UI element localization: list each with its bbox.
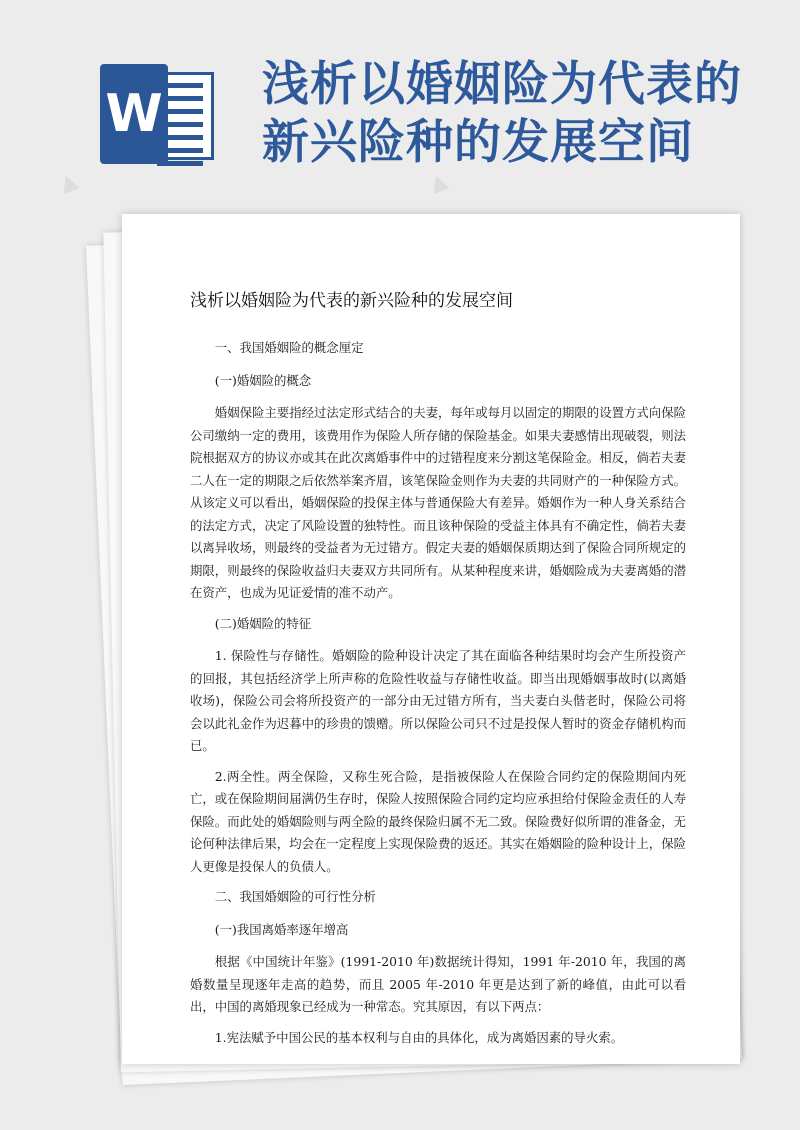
- body-paragraph: 2.两全性。两全保险，又称生死合险，是指被保险人在保险合同约定的保险期间内死亡，或在保险期间届满仍生存时，保险人按照保险合同约定均应承担给付保险金责任的人寿保险。而此处的婚姻险则与两全险的最终保险归属不无二致。保险费好似所谓的准备金，无论何种法律后果，均会在一定程度上实现保险费的返还。其实在婚姻险的险种设计上，保险人更像是投保人的负债人。: [190, 768, 686, 874]
- document-page: [122, 214, 740, 1064]
- word-logo-letter: W: [100, 64, 168, 164]
- section-heading: (一)我国离婚率逐年增高: [214, 921, 349, 937]
- section-heading: (二)婚姻险的特征: [214, 615, 312, 631]
- document-body: [190, 337, 686, 1049]
- section-heading: 二、我国婚姻险的可行性分析: [214, 889, 376, 904]
- body-paragraph: 婚姻保险主要指经过法定形式结合的夫妻，每年或每月以固定的期限的设置方式向保险公司缴纳一定的费用，该费用作为保险人所存储的保险基金。如果夫妻感情出现破裂，则法院根据双方的协议亦或其在此次离婚事件中的过错程度来分割这笔保险金。相反，倘若夫妻二人在一定的期限之后依然举案齐眉，该笔保险金则作为夫妻的共同财产的一种保险方式。从该定义可以看出，婚姻保险的投保主体与普通保险大有差异。婚姻作为一种人身关系结合的法定方式，决定了风险设置的独特性。而且该种保险的受益主体具有不确定性，倘若夫妻以离异收场，则最终的受益者为无过错方。假定夫妻的婚姻保质期达到了保险合同所规定的期限，则最终的保险收益归夫妻双方共同所有。从某种程度来讲，婚姻险成为夫妻离婚的潜在资产，也成为见证爱情的准不动产。: [190, 405, 686, 600]
- document-title: 浅析以婚姻险为代表的新兴险种的发展空间: [190, 291, 513, 311]
- body-paragraph: 1.宪法赋予中国公民的基本权利与自由的具体化，成为离婚因素的导火索。: [214, 1029, 624, 1045]
- watermark: ▲: [426, 167, 451, 198]
- word-doc-icon: [100, 64, 220, 164]
- section-heading: (一)婚姻险的概念: [214, 372, 312, 388]
- banner-title: 浅析以婚姻险为代表的新兴险种的发展空间: [262, 57, 742, 170]
- body-paragraph: 根据《中国统计年鉴》(1991-2010 年)数据统计得知，1991 年-2010 年，我国的离婚数量呈现逐年走高的趋势，而且 2005 年-2010 年更是达到了新的峰值，由此可以看出，中国的离婚现象已经成为一种常态。究其原因，有以下两点：: [190, 954, 686, 1014]
- section-heading: 一、我国婚姻险的概念厘定: [214, 340, 364, 355]
- watermark: ▲: [56, 167, 81, 198]
- body-paragraph: 1. 保险性与存储性。婚姻险的险种设计决定了其在面临各种结果时均会产生所投资产的回报，其包括经济学上所声称的危险性收益与存储性收益。即当出现婚姻事故时(以离婚收场)，保险公司会将所投资产的一部分由无过错方所有，当夫妻白头偕老时，保险公司将会以此礼金作为迟暮中的珍贵的馈赠。所以保险公司只不过是投保人暂时的资金存储机构而已。: [190, 648, 686, 753]
- header-banner: [0, 0, 800, 200]
